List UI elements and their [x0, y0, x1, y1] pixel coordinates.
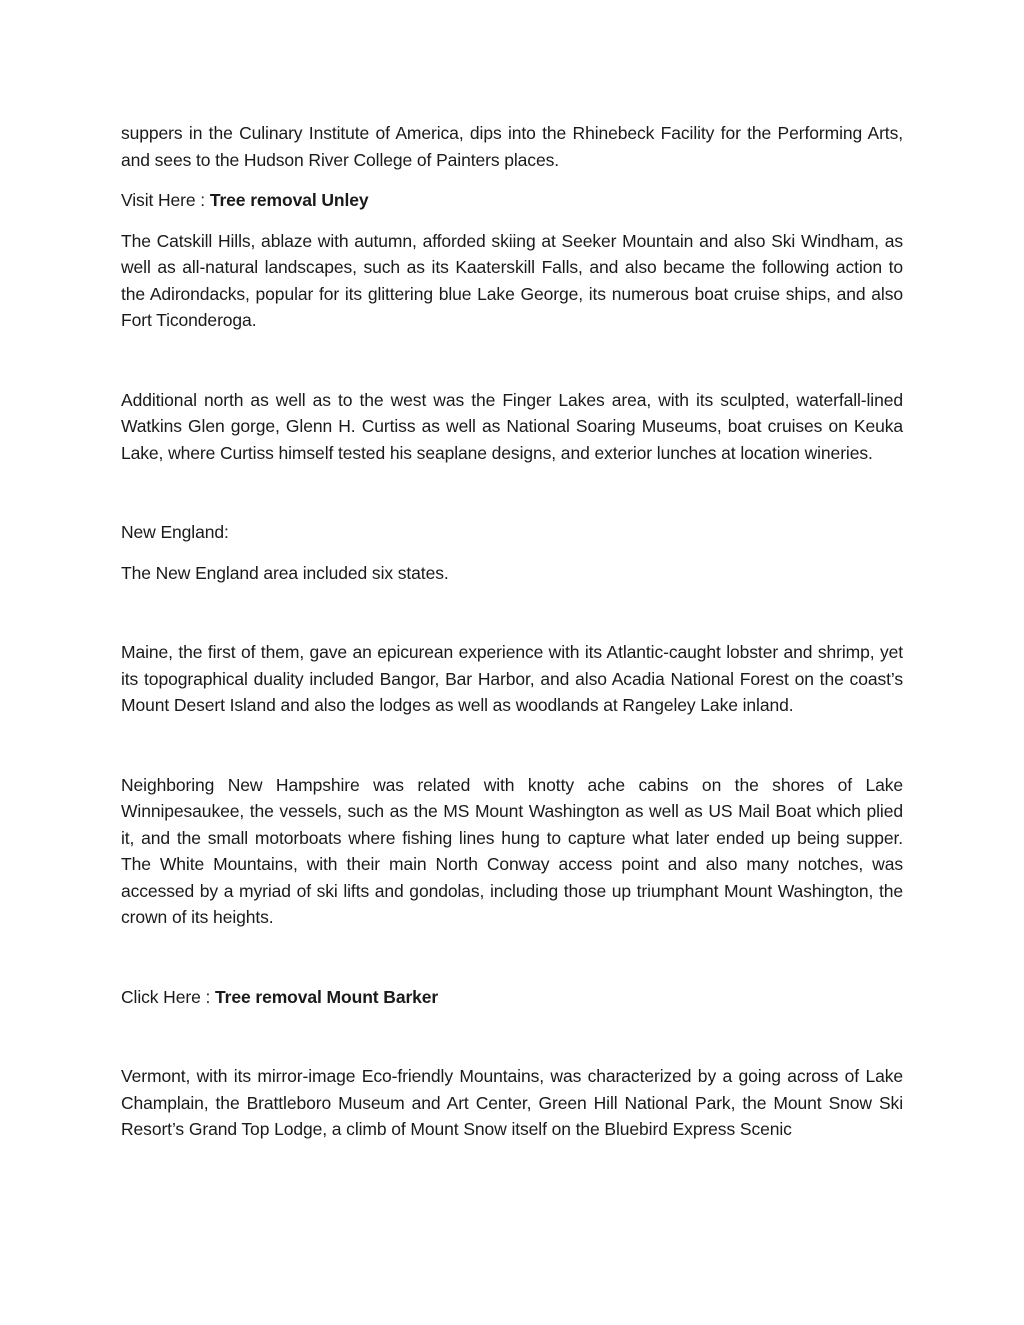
- paragraph-finger-lakes: Additional north as well as to the west was the Finger Lakes area, with its sculpted, waterfall-lined Watkins Glen gorge, Glenn H. Curtiss as well as National Soaring Museums, boat cruises on Keuka Lake, where Curtiss himself tested his seaplane designs, and exterior lunches at location wineries.: [121, 389, 903, 463]
- click-line: [121, 984, 903, 1011]
- heading-new-england: New England:: [121, 522, 229, 542]
- spacer: [121, 334, 903, 387]
- click-link[interactable]: Tree removal Mount Barker: [215, 986, 439, 1007]
- spacer: [121, 931, 903, 984]
- paragraph-new-hampshire: Neighboring New Hampshire was related with knotty ache cabins on the shores of Lake Winnipesaukee, the vessels, such as the MS Mount Washington as well as US Mail Boat which plied it, and the small motorboats where fishing lines hung to capture what later ended up being supper. The White Mountains, with their main North Conway access point and also many notches, was accessed by a myriad of ski lifts and gondolas, including those up triumphant Mount Washington, the crown of its heights.: [121, 774, 903, 927]
- spacer: [121, 1010, 903, 1063]
- document-page: [121, 120, 903, 1143]
- spacer: [121, 466, 903, 519]
- visit-label: Visit Here :: [121, 190, 210, 210]
- paragraph-vermont: Vermont, with its mirror-image Eco-friendly Mountains, was characterized by a going across of Lake Champlain, the Brattleboro Museum and Art Center, Green Hill National Park, the Mount Snow Ski Resort’s Grand Top Lodge, a climb of Mount Snow itself on the Bluebird Express Scenic: [121, 1066, 903, 1139]
- paragraph-culinary: suppers in the Culinary Institute of America, dips into the Rhinebeck Facility for the Performing Arts, and sees to the Hudson River College of Painters places.: [121, 123, 903, 170]
- paragraph-new-england: The New England area included six states.: [121, 562, 449, 583]
- spacer: [121, 719, 903, 772]
- spacer: [121, 173, 903, 187]
- spacer: [121, 214, 903, 228]
- paragraph-maine: Maine, the first of them, gave an epicurean experience with its Atlantic-caught lobster and shrimp, yet its topographical duality included Bangor, Bar Harbor, and also Acadia National Forest on the coast’s Mount Desert Island and also the lodges as well as woodlands at Rangeley Lake inland.: [121, 642, 903, 715]
- paragraph-catskill: The Catskill Hills, ablaze with autumn, afforded skiing at Seeker Mountain and also Ski Windham, as well as all-natural landscapes, such as its Kaaterskill Falls, and also became the following action to the Adirondacks, popular for its glittering blue Lake George, its numerous boat cruise ships, and also Fort Ticonderoga.: [121, 230, 903, 330]
- spacer: [121, 586, 903, 639]
- visit-link[interactable]: Tree removal Unley: [209, 190, 369, 210]
- visit-line: [121, 187, 903, 214]
- spacer: [121, 546, 903, 560]
- click-label: Click Here :: [121, 986, 215, 1007]
